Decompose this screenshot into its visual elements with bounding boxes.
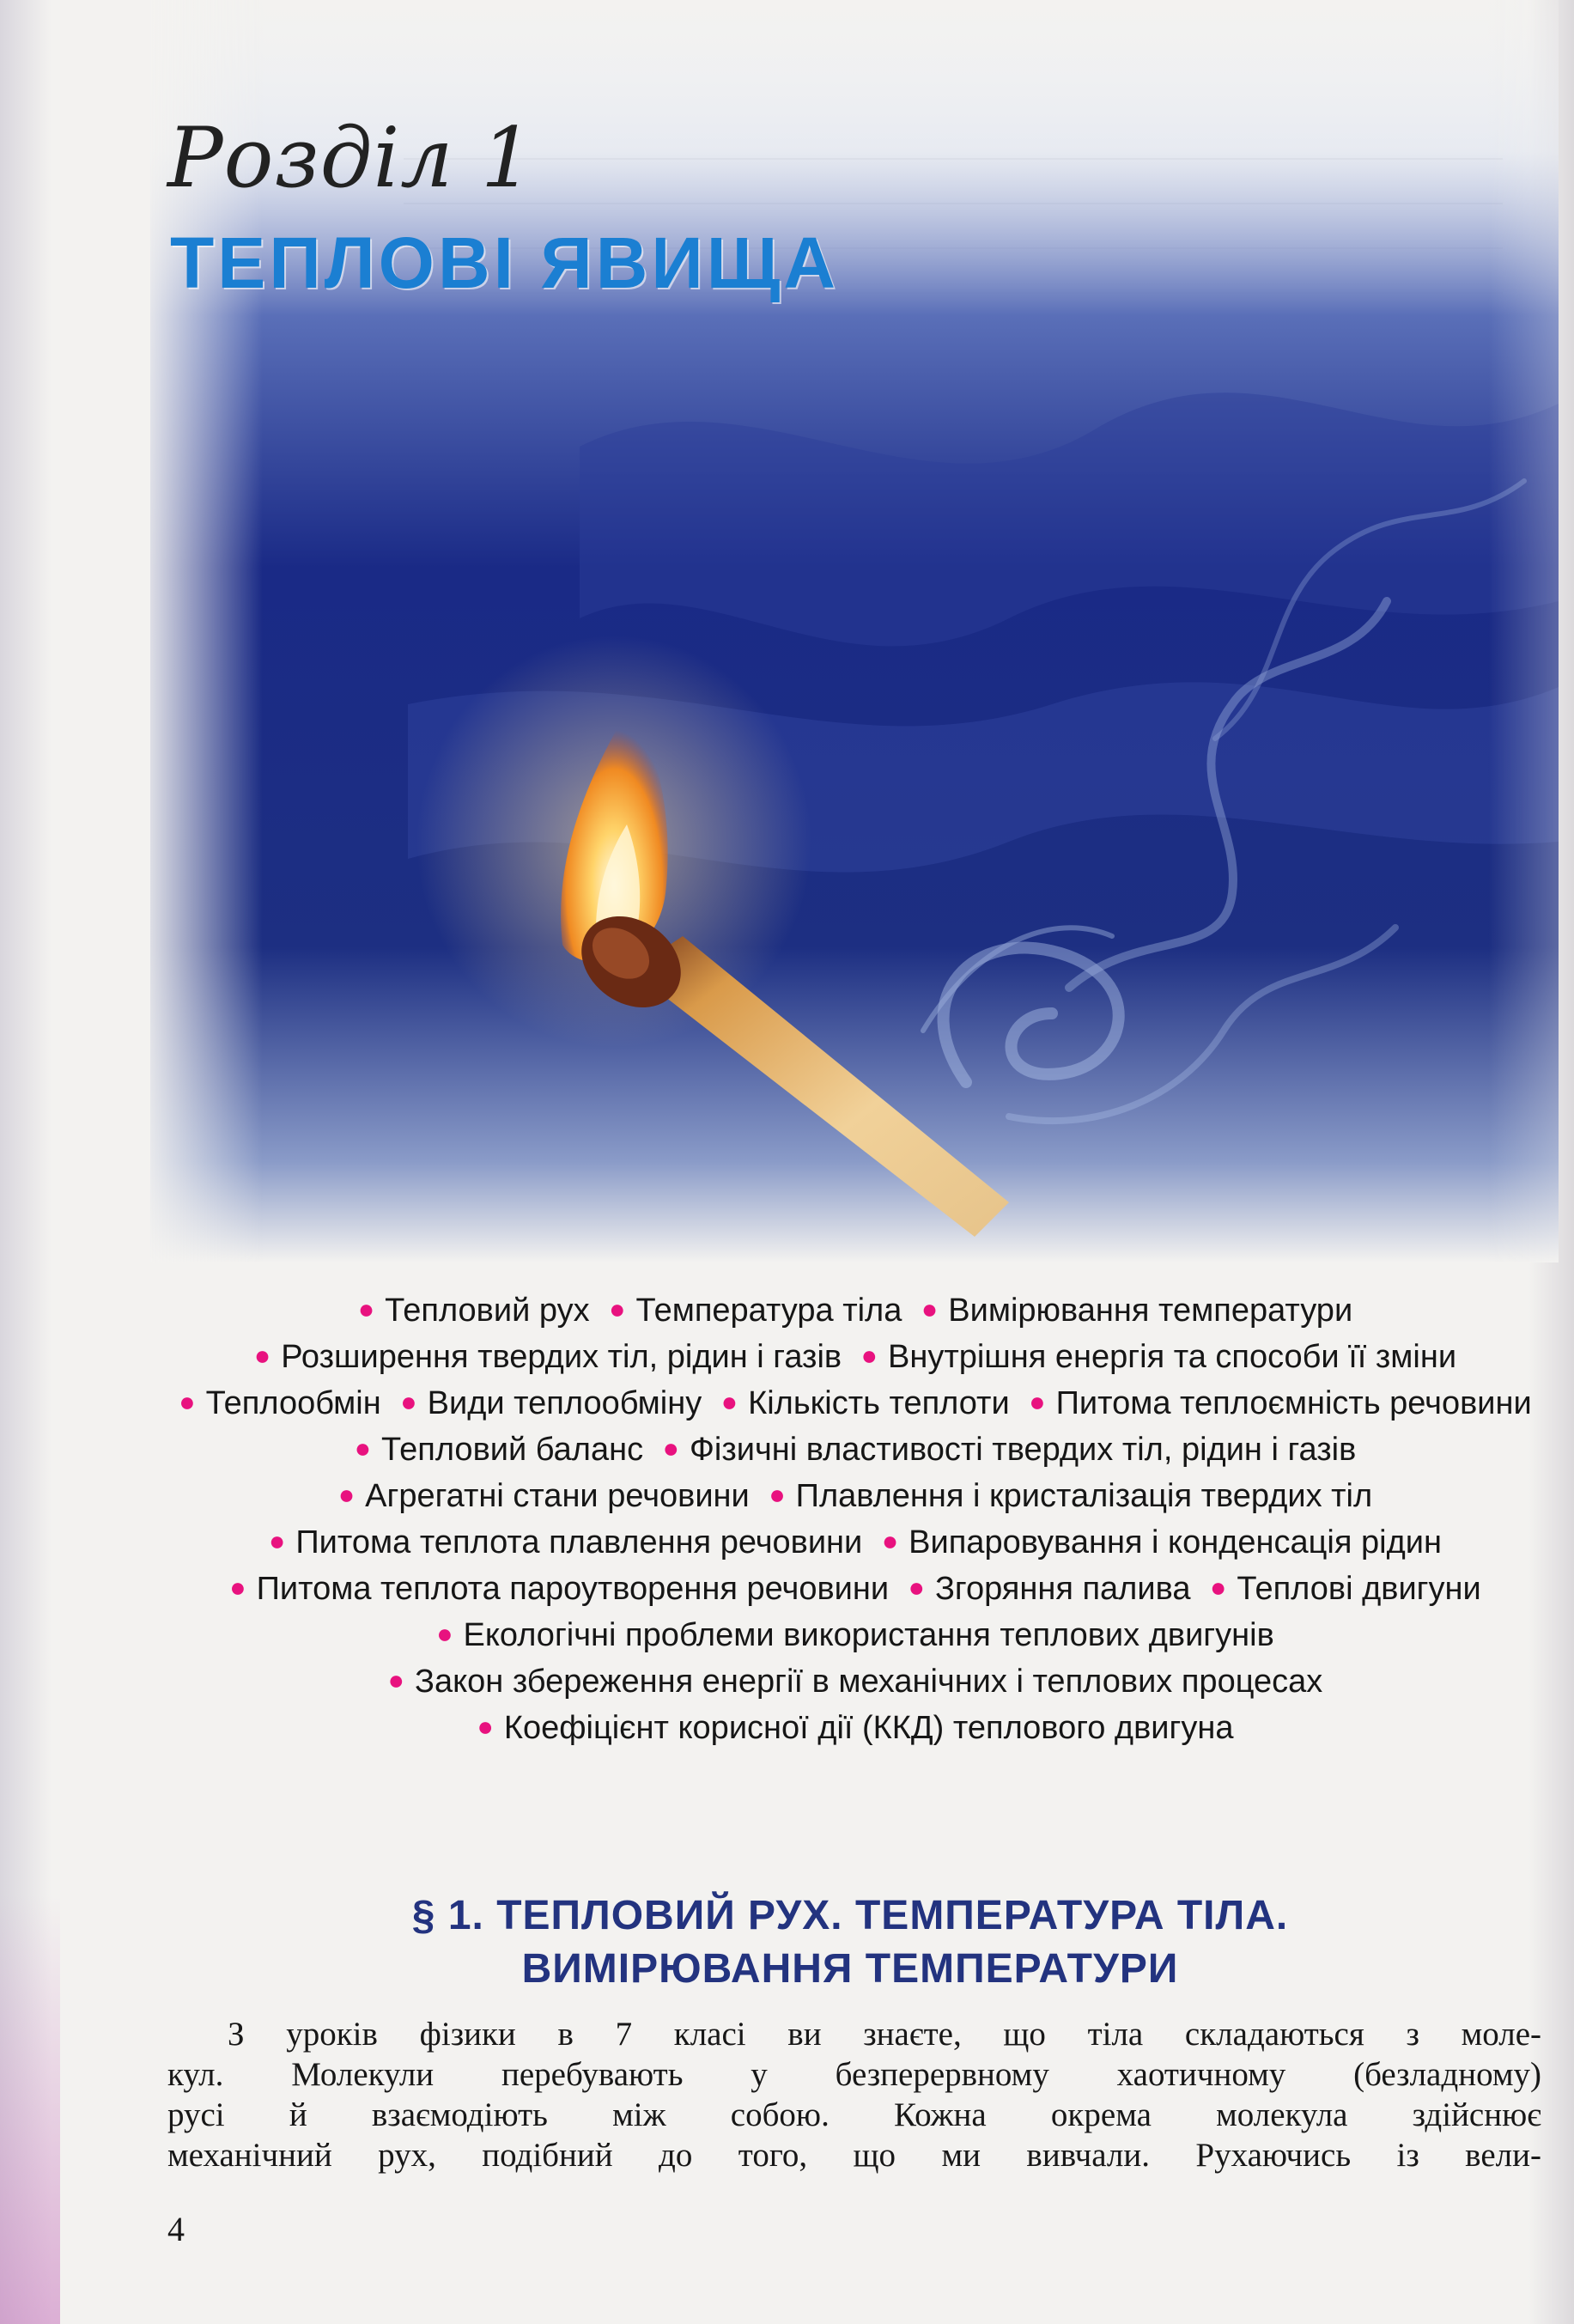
topic-item: [168, 1385, 380, 1421]
topic-label: Температура тіла: [635, 1293, 902, 1329]
body-line: кул. Молекули перебувають у безперервному хаотичному (безладному): [167, 2056, 1541, 2093]
topic-item: [711, 1385, 1010, 1421]
topic-item: [378, 1664, 1323, 1700]
topic-item: [467, 1710, 1234, 1746]
topic-label: Плавлення і кристалізація твердих тіл: [795, 1478, 1373, 1514]
topic-item: [1018, 1385, 1531, 1421]
bullet-icon: ●: [337, 1479, 356, 1510]
bullet-icon: ●: [229, 1572, 246, 1603]
topic-item: [851, 1339, 1456, 1375]
topic-label: Екологічні проблеми використання теплових двигунів: [463, 1617, 1274, 1653]
chapter-label: Розділ 1: [167, 110, 535, 206]
topic-label: Теплові двигуни: [1237, 1571, 1481, 1607]
bullet-icon: ●: [179, 1386, 196, 1417]
bullet-icon: ●: [609, 1293, 626, 1324]
page-edge-tint: [0, 1895, 60, 2324]
topic-item: [390, 1385, 702, 1421]
topic-label: Вимірювання температури: [948, 1293, 1353, 1329]
bullet-icon: ●: [881, 1525, 899, 1556]
bullet-icon: ●: [354, 1433, 372, 1463]
bullet-icon: ●: [662, 1433, 679, 1463]
topic-item: [348, 1293, 590, 1329]
topic-item: [344, 1432, 643, 1468]
bullet-icon: ●: [269, 1525, 286, 1556]
topic-label: Теплообмін: [205, 1385, 381, 1421]
bullet-icon: ●: [357, 1293, 375, 1324]
bullet-icon: ●: [769, 1479, 786, 1510]
topic-item: [258, 1524, 862, 1560]
topic-label: Питома теплота плавлення речовини: [295, 1524, 863, 1560]
topic-label: Питома теплоємність речовини: [1055, 1385, 1532, 1421]
topic-item: [898, 1571, 1191, 1607]
topic-item: [1200, 1571, 1481, 1607]
paragraph-body: [167, 2014, 1541, 2175]
topic-item: [911, 1293, 1352, 1329]
topic-label: Фізичні властивості твердих тіл, рідин і газів: [689, 1432, 1357, 1468]
topic-item: [599, 1293, 902, 1329]
body-line: русі й взаємодіють між собою. Кожна окрема молекула здійснює: [167, 2096, 1541, 2133]
bullet-icon: ●: [1029, 1386, 1046, 1417]
bullet-icon: ●: [720, 1386, 738, 1417]
topic-label: Тепловий баланс: [381, 1432, 644, 1468]
bullet-icon: ●: [1210, 1572, 1227, 1603]
topic-label: Випаровування і конденсація рідин: [909, 1524, 1442, 1560]
topic-label: Розширення твердих тіл, рідин і газів: [281, 1339, 842, 1375]
topic-item: [328, 1478, 750, 1514]
topic-label: Внутрішня енергія та способи її зміни: [887, 1339, 1457, 1375]
topic-item: [219, 1571, 889, 1607]
topic-label: Кількість теплоти: [748, 1385, 1010, 1421]
body-line: механічний рух, подібний до того, що ми вивчали. Рухаючись із вели-: [167, 2137, 1541, 2174]
topic-label: Тепловий рух: [385, 1293, 590, 1329]
topic-item: [653, 1432, 1357, 1468]
paragraph-heading-line1: § 1. ТЕПЛОВИЙ РУХ. ТЕМПЕРАТУРА ТІЛА.: [411, 1893, 1289, 1938]
topic-label: Коефіцієнт корисної дії (ККД) теплового двигуна: [503, 1710, 1234, 1746]
bullet-icon: ●: [908, 1572, 925, 1603]
bullet-icon: ●: [436, 1618, 453, 1649]
chapter-topics: [163, 1288, 1537, 1752]
bullet-icon: ●: [387, 1664, 404, 1695]
bullet-icon: ●: [860, 1340, 878, 1371]
bullet-icon: ●: [477, 1711, 494, 1742]
topic-label: Агрегатні стани речовини: [365, 1478, 750, 1514]
body-line: З уроків фізики в 7 класі ви знаєте, що тіла складаються з моле-: [228, 2016, 1541, 2053]
bullet-icon: ●: [253, 1340, 271, 1371]
topic-item: [872, 1524, 1442, 1560]
paragraph-heading-line2: ВИМІРЮВАННЯ ТЕМПЕРАТУРИ: [521, 1946, 1179, 1992]
bullet-icon: ●: [921, 1293, 939, 1324]
topic-label: Згоряння палива: [934, 1571, 1191, 1607]
chapter-title: ТЕПЛОВІ ЯВИЩА: [170, 222, 840, 303]
topic-item: [758, 1478, 1372, 1514]
bullet-icon: ●: [400, 1386, 417, 1417]
topic-label: Закон збереження енергії в механічних і теплових процесах: [415, 1664, 1323, 1700]
paragraph-heading: [163, 1889, 1537, 1996]
topic-label: Види теплообміну: [427, 1385, 702, 1421]
topic-label: Питома теплота пароутворення речовини: [256, 1571, 890, 1607]
topic-item: [244, 1339, 842, 1375]
page-number: 4: [167, 2210, 185, 2248]
topic-item: [426, 1617, 1274, 1653]
